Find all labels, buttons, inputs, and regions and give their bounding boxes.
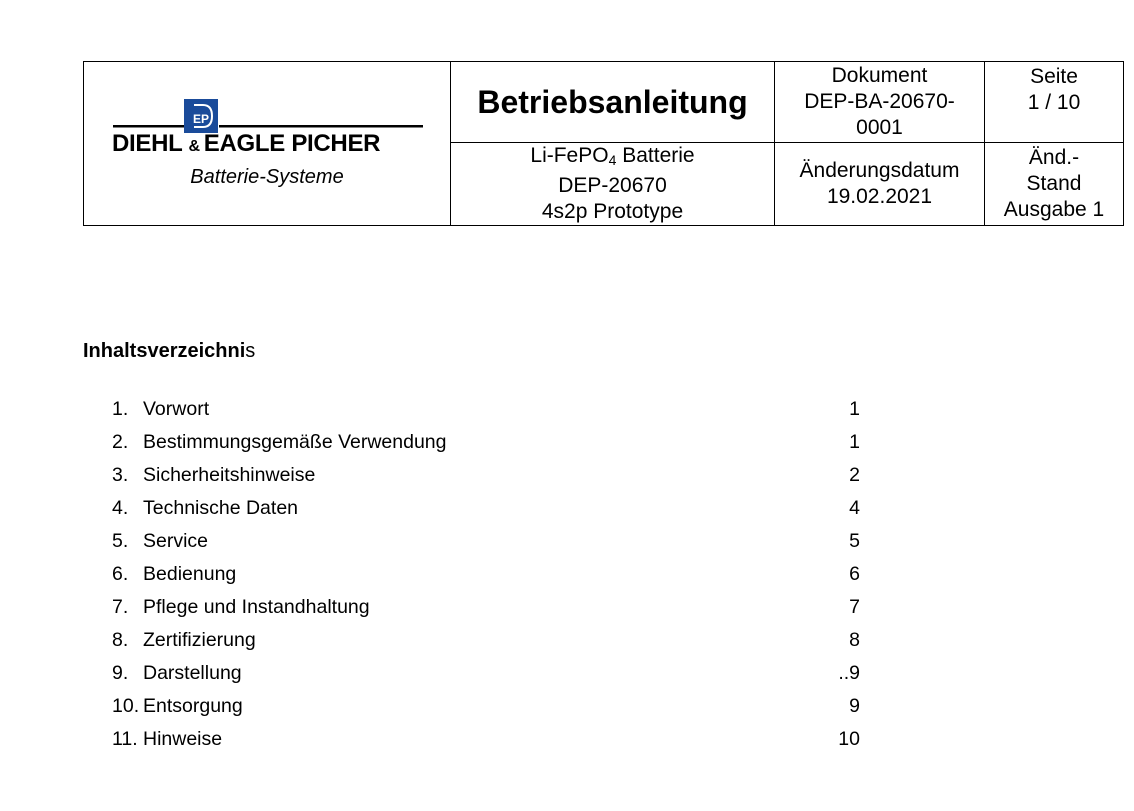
toc-item-label: Sicherheitshinweise [143, 464, 316, 486]
change-date-value: 19.02.2021 [826, 185, 933, 208]
toc-item[interactable] [112, 657, 862, 690]
toc-item[interactable] [112, 723, 862, 756]
document-label: Dokument [831, 64, 928, 87]
toc-item-number: 11. [112, 728, 138, 750]
change-date-cell [775, 143, 985, 226]
toc-item-number: 3. [112, 464, 129, 486]
toc-item-page: 7 [849, 596, 860, 618]
toc-item[interactable] [112, 426, 862, 459]
toc-item-label: Technische Daten [143, 497, 299, 519]
toc-item-label: Pflege und Instandhaltung [143, 596, 370, 618]
toc-item-label: Bedienung [143, 563, 237, 585]
logo-brand: DIEHL & EAGLE PICHER [112, 129, 381, 157]
document-title: Betriebsanleitung [451, 62, 775, 143]
toc-item[interactable] [112, 492, 862, 525]
toc-item[interactable] [112, 393, 862, 426]
toc-item-number: 5. [112, 530, 129, 552]
toc-item-page: 1 [849, 431, 860, 453]
revision-cell [985, 143, 1124, 226]
toc-item-page: 1 [849, 398, 860, 420]
page-cell [985, 62, 1124, 143]
product-name: Li-FePO4 Batterie [530, 144, 695, 168]
toc-item-page: 2 [849, 464, 860, 486]
toc-list [112, 393, 862, 756]
toc-item-page: 9 [849, 695, 860, 717]
toc-item-number: 8. [112, 629, 129, 651]
toc-item-label: Service [143, 530, 209, 552]
toc-item[interactable] [112, 624, 862, 657]
toc-item-page: 6 [849, 563, 860, 585]
toc-item[interactable] [112, 690, 862, 723]
toc-item-number: 7. [112, 596, 129, 618]
revision-value: Ausgabe 1 [1003, 198, 1105, 221]
toc-item-label: Vorwort [143, 398, 210, 420]
toc-item-number: 10. [112, 695, 140, 717]
toc-item-number: 9. [112, 662, 129, 684]
toc-item-page: 5 [849, 530, 860, 552]
revision-label-1: Änd.- [1028, 146, 1080, 169]
toc-item-page: ..9 [838, 662, 860, 684]
company-logo [84, 63, 450, 225]
toc-item-number: 2. [112, 431, 129, 453]
toc-item-page: 4 [849, 497, 860, 519]
product-variant: 4s2p Prototype [541, 200, 684, 223]
toc-item-page: 10 [838, 728, 860, 750]
revision-label-2: Stand [1026, 172, 1082, 195]
product-model: DEP-20670 [558, 174, 667, 197]
toc-item[interactable] [112, 525, 862, 558]
product-cell [451, 143, 775, 226]
toc-item[interactable] [112, 459, 862, 492]
page-number: 1 / 10 [1027, 91, 1081, 114]
change-date-label: Änderungsdatum [799, 159, 960, 182]
document-number: DEP-BA-20670-0001 [804, 90, 955, 139]
svg-text:EP: EP [193, 111, 210, 126]
document-number-cell [775, 62, 985, 143]
toc-item-label: Zertifizierung [143, 629, 256, 651]
toc-heading: Inhaltsverzeichnis [83, 340, 256, 362]
toc-item-label: Entsorgung [143, 695, 243, 717]
toc-item-label: Bestimmungsgemäße Verwendung [143, 431, 447, 453]
toc-item-number: 6. [112, 563, 129, 585]
toc-item-page: 8 [849, 629, 860, 651]
toc-item[interactable] [112, 591, 862, 624]
toc-item-label: Hinweise [143, 728, 223, 750]
dep-logo-icon [184, 99, 218, 133]
toc-item-label: Darstellung [143, 662, 242, 684]
toc-item[interactable] [112, 558, 862, 591]
document-header [83, 61, 1124, 226]
toc-item-number: 4. [112, 497, 129, 519]
toc-item-number: 1. [112, 398, 129, 420]
logo-tagline: Batterie-Systeme [190, 165, 344, 188]
logo-cell [84, 62, 451, 226]
page-label: Seite [1030, 65, 1078, 88]
